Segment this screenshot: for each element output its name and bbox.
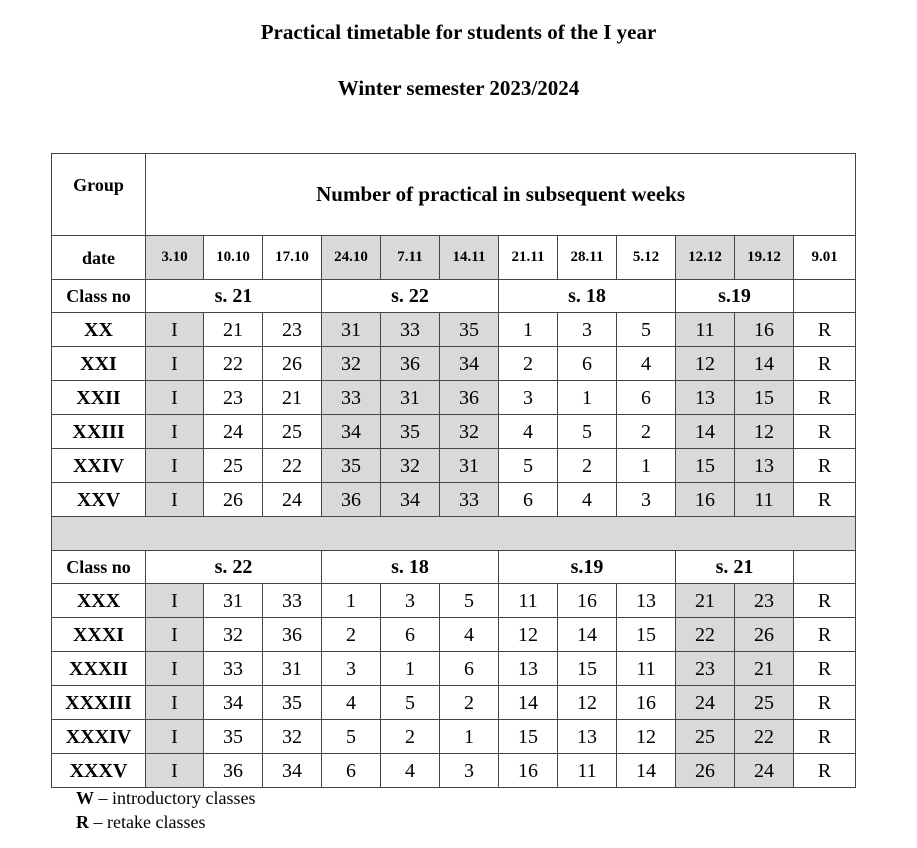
date-cell: 28.11 — [558, 236, 617, 280]
week-cell: R — [794, 686, 856, 720]
week-cell: 24 — [204, 415, 263, 449]
weeks-header: Number of practical in subsequent weeks — [146, 154, 856, 236]
date-cell: 9.01 — [794, 236, 856, 280]
week-cell: 11 — [499, 584, 558, 618]
week-cell: 5 — [381, 686, 440, 720]
week-cell: I — [146, 313, 204, 347]
week-cell: 14 — [499, 686, 558, 720]
week-cell: R — [794, 754, 856, 788]
week-cell: I — [146, 720, 204, 754]
week-cell: R — [794, 652, 856, 686]
week-cell: 31 — [322, 313, 381, 347]
week-cell: 6 — [381, 618, 440, 652]
week-cell: 14 — [735, 347, 794, 381]
week-cell: 3 — [558, 313, 617, 347]
week-cell: 2 — [381, 720, 440, 754]
week-cell: 6 — [440, 652, 499, 686]
week-cell: 21 — [204, 313, 263, 347]
week-cell: 25 — [204, 449, 263, 483]
week-cell: 21 — [263, 381, 322, 415]
week-cell: 6 — [322, 754, 381, 788]
week-cell: R — [794, 313, 856, 347]
session-cell: s.19 — [499, 551, 676, 584]
page-subtitle: Winter semester 2023/2024 — [337, 76, 580, 100]
week-cell: 5 — [440, 584, 499, 618]
week-cell: 32 — [440, 415, 499, 449]
week-cell: 24 — [263, 483, 322, 517]
week-cell: 11 — [735, 483, 794, 517]
week-cell: 15 — [558, 652, 617, 686]
week-cell: 34 — [322, 415, 381, 449]
legend-item — [76, 812, 205, 833]
week-cell: 34 — [263, 754, 322, 788]
week-cell: 22 — [676, 618, 735, 652]
week-cell: 21 — [676, 584, 735, 618]
week-cell: 1 — [558, 381, 617, 415]
week-cell: 13 — [499, 652, 558, 686]
session-cell: s. 21 — [146, 280, 322, 313]
session-cell: s. 18 — [499, 280, 676, 313]
date-cell: 24.10 — [322, 236, 381, 280]
week-cell: 4 — [322, 686, 381, 720]
week-cell: 6 — [499, 483, 558, 517]
group-cell: XXV — [52, 483, 146, 517]
session-cell — [794, 551, 856, 584]
table-row — [52, 754, 856, 788]
week-cell: 2 — [322, 618, 381, 652]
week-cell: 3 — [440, 754, 499, 788]
week-cell: 12 — [735, 415, 794, 449]
week-cell: 35 — [263, 686, 322, 720]
week-cell: 36 — [440, 381, 499, 415]
week-cell: 26 — [735, 618, 794, 652]
group-cell: XXII — [52, 381, 146, 415]
week-cell: 33 — [263, 584, 322, 618]
week-cell: 34 — [381, 483, 440, 517]
week-cell: R — [794, 483, 856, 517]
week-cell: 22 — [263, 449, 322, 483]
session-cell: s. 21 — [676, 551, 794, 584]
week-cell: 13 — [558, 720, 617, 754]
week-cell: 4 — [440, 618, 499, 652]
legend-key: R — [76, 812, 89, 832]
week-cell: 3 — [381, 584, 440, 618]
date-cell: 17.10 — [263, 236, 322, 280]
week-cell: 15 — [676, 449, 735, 483]
group-cell: XXIII — [52, 415, 146, 449]
week-cell: 33 — [440, 483, 499, 517]
week-cell: 6 — [558, 347, 617, 381]
date-cell: 21.11 — [499, 236, 558, 280]
week-cell: 12 — [558, 686, 617, 720]
week-cell: I — [146, 415, 204, 449]
week-cell: I — [146, 347, 204, 381]
session-cell — [794, 280, 856, 313]
week-cell: 13 — [676, 381, 735, 415]
week-cell: 5 — [499, 449, 558, 483]
week-cell: I — [146, 584, 204, 618]
table-row — [52, 686, 856, 720]
week-cell: 12 — [676, 347, 735, 381]
week-cell: R — [794, 415, 856, 449]
week-cell: 33 — [204, 652, 263, 686]
table-row — [52, 381, 856, 415]
group-header: Group — [52, 154, 146, 236]
week-cell: R — [794, 618, 856, 652]
week-cell: 1 — [440, 720, 499, 754]
week-cell: R — [794, 347, 856, 381]
week-cell: 3 — [499, 381, 558, 415]
week-cell: 21 — [735, 652, 794, 686]
date-cell: 5.12 — [617, 236, 676, 280]
date-cell: 3.10 — [146, 236, 204, 280]
group-cell: XXXIII — [52, 686, 146, 720]
week-cell: 15 — [735, 381, 794, 415]
table-row — [52, 584, 856, 618]
week-cell: 5 — [558, 415, 617, 449]
table-row — [52, 313, 856, 347]
group-cell: XXX — [52, 584, 146, 618]
week-cell: 32 — [381, 449, 440, 483]
week-cell: 34 — [204, 686, 263, 720]
table-row — [52, 652, 856, 686]
week-cell: R — [794, 584, 856, 618]
week-cell: I — [146, 652, 204, 686]
week-cell: 15 — [617, 618, 676, 652]
separator-row — [52, 517, 856, 551]
session-cell: s. 22 — [322, 280, 499, 313]
week-cell: I — [146, 483, 204, 517]
week-cell: 6 — [617, 381, 676, 415]
week-cell: 16 — [499, 754, 558, 788]
week-cell: 16 — [676, 483, 735, 517]
table-row — [52, 618, 856, 652]
week-cell: 14 — [676, 415, 735, 449]
legend-text: – retake classes — [89, 812, 206, 832]
class-no-label: Class no — [52, 280, 146, 313]
week-cell: 4 — [381, 754, 440, 788]
week-cell: 23 — [204, 381, 263, 415]
session-cell: s.19 — [676, 280, 794, 313]
table-row — [52, 347, 856, 381]
week-cell: 16 — [617, 686, 676, 720]
week-cell: 31 — [263, 652, 322, 686]
week-cell: 5 — [322, 720, 381, 754]
table-row — [52, 415, 856, 449]
week-cell: 36 — [204, 754, 263, 788]
week-cell: 16 — [558, 584, 617, 618]
week-cell: I — [146, 381, 204, 415]
legend-key: W — [76, 788, 94, 808]
week-cell: 11 — [676, 313, 735, 347]
week-cell: 13 — [617, 584, 676, 618]
week-cell: 35 — [322, 449, 381, 483]
week-cell: 32 — [204, 618, 263, 652]
week-cell: 22 — [204, 347, 263, 381]
table-row — [52, 720, 856, 754]
week-cell: 33 — [381, 313, 440, 347]
week-cell: 22 — [735, 720, 794, 754]
week-cell: 32 — [322, 347, 381, 381]
date-cell: 12.12 — [676, 236, 735, 280]
week-cell: 26 — [676, 754, 735, 788]
week-cell: 1 — [322, 584, 381, 618]
table-row — [52, 449, 856, 483]
week-cell: 33 — [322, 381, 381, 415]
week-cell: 12 — [499, 618, 558, 652]
week-cell: 12 — [617, 720, 676, 754]
group-cell: XX — [52, 313, 146, 347]
date-cell: 19.12 — [735, 236, 794, 280]
week-cell: 26 — [263, 347, 322, 381]
week-cell: 3 — [322, 652, 381, 686]
session-cell: s. 18 — [322, 551, 499, 584]
week-cell: 26 — [204, 483, 263, 517]
week-cell: 25 — [263, 415, 322, 449]
week-cell: 2 — [617, 415, 676, 449]
week-cell: 2 — [558, 449, 617, 483]
legend-text: – introductory classes — [94, 788, 256, 808]
week-cell: R — [794, 449, 856, 483]
session-cell: s. 22 — [146, 551, 322, 584]
week-cell: 24 — [735, 754, 794, 788]
week-cell: 23 — [735, 584, 794, 618]
week-cell: 13 — [735, 449, 794, 483]
week-cell: 11 — [558, 754, 617, 788]
week-cell: 14 — [617, 754, 676, 788]
week-cell: 36 — [263, 618, 322, 652]
week-cell: 14 — [558, 618, 617, 652]
week-cell: 32 — [263, 720, 322, 754]
week-cell: 36 — [322, 483, 381, 517]
week-cell: 23 — [263, 313, 322, 347]
week-cell: R — [794, 381, 856, 415]
timetable — [51, 153, 856, 788]
week-cell: 3 — [617, 483, 676, 517]
week-cell: 25 — [676, 720, 735, 754]
week-cell: I — [146, 449, 204, 483]
week-cell: 35 — [381, 415, 440, 449]
week-cell: 34 — [440, 347, 499, 381]
page-title: Practical timetable for students of the I year — [260, 20, 657, 44]
week-cell: 31 — [381, 381, 440, 415]
week-cell: 36 — [381, 347, 440, 381]
date-cell: 10.10 — [204, 236, 263, 280]
week-cell: 15 — [499, 720, 558, 754]
week-cell: 2 — [440, 686, 499, 720]
group-cell: XXXII — [52, 652, 146, 686]
date-cell: 14.11 — [440, 236, 499, 280]
week-cell: 31 — [204, 584, 263, 618]
table-row — [52, 483, 856, 517]
legend-item — [76, 788, 255, 809]
week-cell: I — [146, 754, 204, 788]
group-cell: XXI — [52, 347, 146, 381]
group-cell: XXXI — [52, 618, 146, 652]
week-cell: 25 — [735, 686, 794, 720]
group-cell: XXXIV — [52, 720, 146, 754]
week-cell: 24 — [676, 686, 735, 720]
week-cell: 35 — [204, 720, 263, 754]
week-cell: 2 — [499, 347, 558, 381]
week-cell: 4 — [617, 347, 676, 381]
week-cell: 16 — [735, 313, 794, 347]
class-no-label: Class no — [52, 551, 146, 584]
week-cell: I — [146, 686, 204, 720]
week-cell: 4 — [558, 483, 617, 517]
week-cell: 1 — [381, 652, 440, 686]
week-cell: 31 — [440, 449, 499, 483]
week-cell: 1 — [617, 449, 676, 483]
date-cell: 7.11 — [381, 236, 440, 280]
week-cell: 23 — [676, 652, 735, 686]
week-cell: 35 — [440, 313, 499, 347]
group-cell: XXIV — [52, 449, 146, 483]
week-cell: 5 — [617, 313, 676, 347]
date-label: date — [52, 236, 146, 280]
week-cell: 4 — [499, 415, 558, 449]
week-cell: 1 — [499, 313, 558, 347]
week-cell: I — [146, 618, 204, 652]
week-cell: 11 — [617, 652, 676, 686]
week-cell: R — [794, 720, 856, 754]
group-cell: XXXV — [52, 754, 146, 788]
